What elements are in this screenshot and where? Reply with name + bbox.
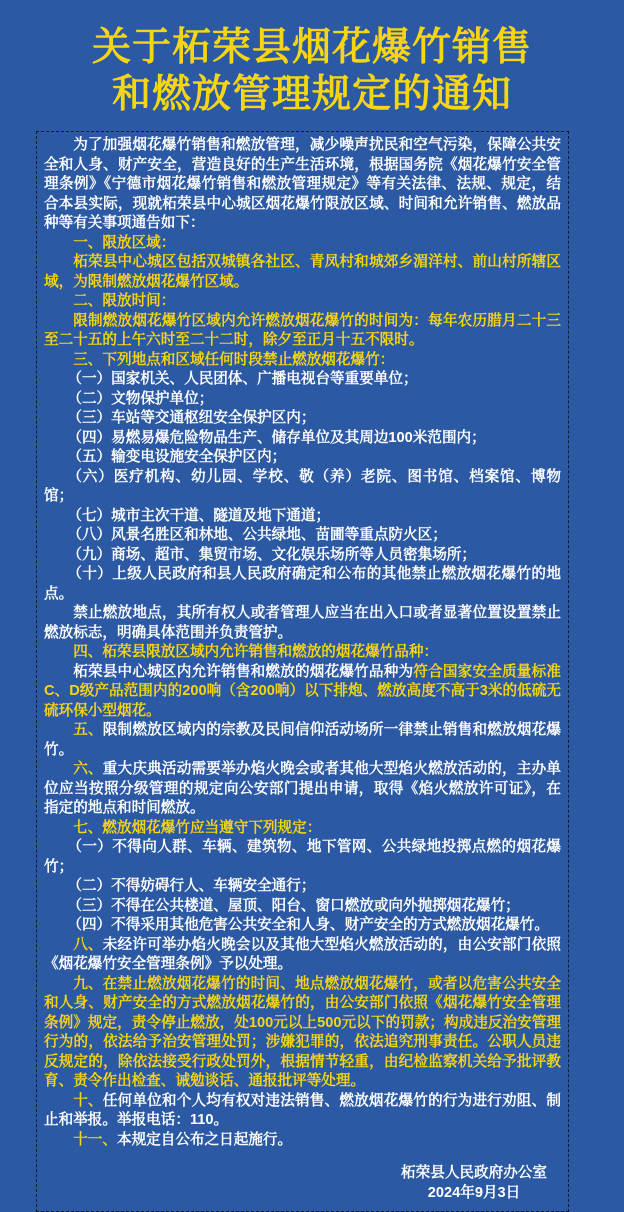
- notice-paragraph: [44, 975, 561, 1092]
- notice-paragraph: [44, 936, 561, 975]
- text-segment: （二）不得妨碍行人、车辆安全通行；: [67, 878, 316, 894]
- text-segment: （四）不得采用其他危害公共安全和人身、财产安全的方式燃放烟花爆竹。: [67, 917, 549, 933]
- text-segment: （五）输变电设施安全保护区内；: [67, 449, 287, 465]
- text-segment: 十一、: [73, 1131, 117, 1148]
- text-segment: （一）国家机关、人民团体、广播电视台等重要单位；: [67, 371, 418, 387]
- text-segment: 三、下列地点和区域任何时段禁止燃放烟花爆竹：: [73, 351, 395, 368]
- notice-paragraph: [44, 721, 561, 760]
- notice-paragraph: [44, 507, 561, 527]
- notice-paragraph: [44, 292, 561, 312]
- notice-content-box: [36, 131, 569, 1212]
- text-segment: 符合国家安全质量标准C、D级产品范围内的200响（含200响）以下排炮、燃放高度不高于3米的低硫无硫环保小型烟花。: [44, 663, 561, 719]
- text-segment: （十）上级人民政府和县人民政府确定和公布的其他禁止燃放烟花爆竹的地点。: [44, 566, 561, 602]
- text-segment: （三）不得在公共楼道、屋顶、阳台、窗口燃放或向外抛掷烟花爆竹；: [67, 897, 520, 914]
- text-segment: 未经许可举办焰火晚会以及其他大型焰火燃放活动的，由公安部门依照《烟花爆竹安全管理条例》予以处理。: [44, 936, 561, 972]
- notice-paragraph: [44, 409, 561, 429]
- notice-paragraph: [44, 234, 561, 254]
- notice-paragraph: [44, 253, 561, 292]
- text-segment: 六、: [73, 761, 103, 777]
- notice-paragraph: [44, 1131, 561, 1151]
- text-segment: 十、: [73, 1092, 103, 1109]
- notice-paragraph: [44, 546, 561, 566]
- text-segment: （六）医疗机构、幼儿园、学校、敬（养）老院、图书馆、档案馆、博物馆；: [44, 468, 561, 504]
- text-segment: （七）城市主次干道、隧道及地下通道；: [67, 507, 331, 524]
- text-segment: 八、: [73, 936, 103, 953]
- text-segment: （三）车站等交通枢纽安全保护区内；: [67, 410, 316, 426]
- notice-paragraph: [44, 565, 561, 604]
- text-segment: 重大庆典活动需要举办焰火晚会或者其他大型焰火燃放活动的，主办单位应当按照分级管理的规定向公安部门提出申请，取得《焰火燃放许可证》，在指定的地点和时间燃放。: [44, 761, 561, 816]
- signature-block: [401, 1163, 547, 1203]
- text-segment: （八）风景名胜区和林地、公共绿地、苗圃等重点防火区；: [67, 527, 447, 543]
- text-segment: 七、燃放烟花爆竹应当遵守下列规定：: [73, 819, 322, 836]
- notice-title: [0, 24, 624, 118]
- notice-paragraph: [44, 370, 561, 390]
- notice-paragraph: [44, 448, 561, 468]
- notice-paragraph: [44, 390, 561, 410]
- text-segment: （九）商场、超市、集贸市场、文化娱乐场所等人员密集场所；: [67, 546, 476, 563]
- notice-paragraph: [44, 897, 561, 917]
- notice-paragraph: [44, 760, 561, 819]
- text-segment: （四）易燃易爆危险物品生产、储存单位及其周边100米范围内；: [67, 429, 486, 446]
- notice-title-line-1: 关于柘荣县烟花爆竹销售: [91, 26, 532, 69]
- notice-paragraph: [44, 351, 561, 371]
- text-segment: 二、限放时间：: [73, 293, 176, 309]
- notice-title-line-2: 和燃放管理规定的通知: [111, 73, 512, 116]
- text-segment: 本规定自公布之日起施行。: [116, 1131, 293, 1148]
- text-segment: 四、柘荣县限放区域内允许销售和燃放的烟花爆竹品种：: [73, 644, 439, 660]
- text-segment: 限制燃放区域内的宗教及民间信仰活动场所一律禁止销售和燃放烟花爆竹。: [44, 722, 561, 758]
- notice-paragraph: [44, 819, 561, 839]
- issue-date: 2024年9月3日: [427, 1185, 521, 1201]
- text-segment: （一）不得向人群、车辆、建筑物、地下管网、公共绿地投掷点燃的烟花爆竹；: [44, 839, 561, 875]
- notice-paragraph: [44, 136, 561, 234]
- notice-paragraph: [44, 429, 561, 449]
- notice-paragraph: [44, 643, 561, 663]
- notice-paragraph: [44, 312, 561, 351]
- notice-paragraph: [44, 1092, 561, 1131]
- notice-paragraph: [44, 604, 561, 643]
- text-segment: 限制燃放烟花爆竹区域内允许燃放烟花爆竹的时间为：每年农历腊月二十三至二十五的上午六时至二十二时，除夕至正月十五不限时。: [44, 312, 561, 348]
- notice-paragraph: [44, 877, 561, 897]
- text-segment: 禁止燃放地点，其所有权人或者管理人应当在出入口或者显著位置设置禁止燃放标志，明确具体范围并负责管护。: [44, 605, 561, 641]
- text-segment: 为了加强烟花爆竹销售和燃放管理，减少噪声扰民和空气污染，保障公共安全和人身、财产安全，营造良好的生产生活环境，根据国务院《烟花爆竹安全管理条例》《宁德市烟花爆竹销售和燃放管理规定》等有关法律、法规、规定，结合本县实际，现就柘荣县中心城区烟花爆竹限放区域、时间和允许销售、燃放品种等有关事项通告如下：: [44, 137, 561, 231]
- text-segment: 柘荣县中心城区包括双城镇各社区、青凤村和城郊乡湄洋村、前山村所辖区域，为限制燃放烟花爆竹区域。: [44, 254, 561, 290]
- text-segment: 任何单位和个人均有权对违法销售、燃放烟花爆竹的行为进行劝阻、制止和举报。举报电话：110。: [44, 1092, 561, 1128]
- text-segment: 五、: [73, 722, 103, 738]
- notice-paragraph: [44, 526, 561, 546]
- notice-paragraph: [44, 916, 561, 936]
- text-segment: 九、在禁止燃放烟花爆竹的时间、地点燃放烟花爆竹，或者以危害公共安全和人身、财产安全的方式燃放烟花爆竹的，由公安部门依照《烟花爆竹安全管理条例》规定，责令停止燃放，处100元以上500元以下的罚款；构成违反治安管理行为的，依法给予治安管理处罚；涉嫌犯罪的，依法追究刑事责任。公职人员违反规定的，除依法接受行政处罚外，根据情节轻重，由纪检监察机关给予批评教育、责令作出检查、诫勉谈话、通报批评等处理。: [44, 975, 561, 1089]
- issuing-office: 柘荣县人民政府办公室: [401, 1165, 547, 1181]
- text-segment: 一、限放区域：: [73, 234, 176, 251]
- text-segment: 柘荣县中心城区内允许销售和燃放的烟花爆竹品种为: [73, 663, 414, 680]
- notice-paragraph: [44, 663, 561, 722]
- notice-body: [44, 136, 561, 1150]
- notice-paragraph: [44, 468, 561, 507]
- text-segment: （二）文物保护单位；: [67, 390, 214, 407]
- notice-paragraph: [44, 838, 561, 877]
